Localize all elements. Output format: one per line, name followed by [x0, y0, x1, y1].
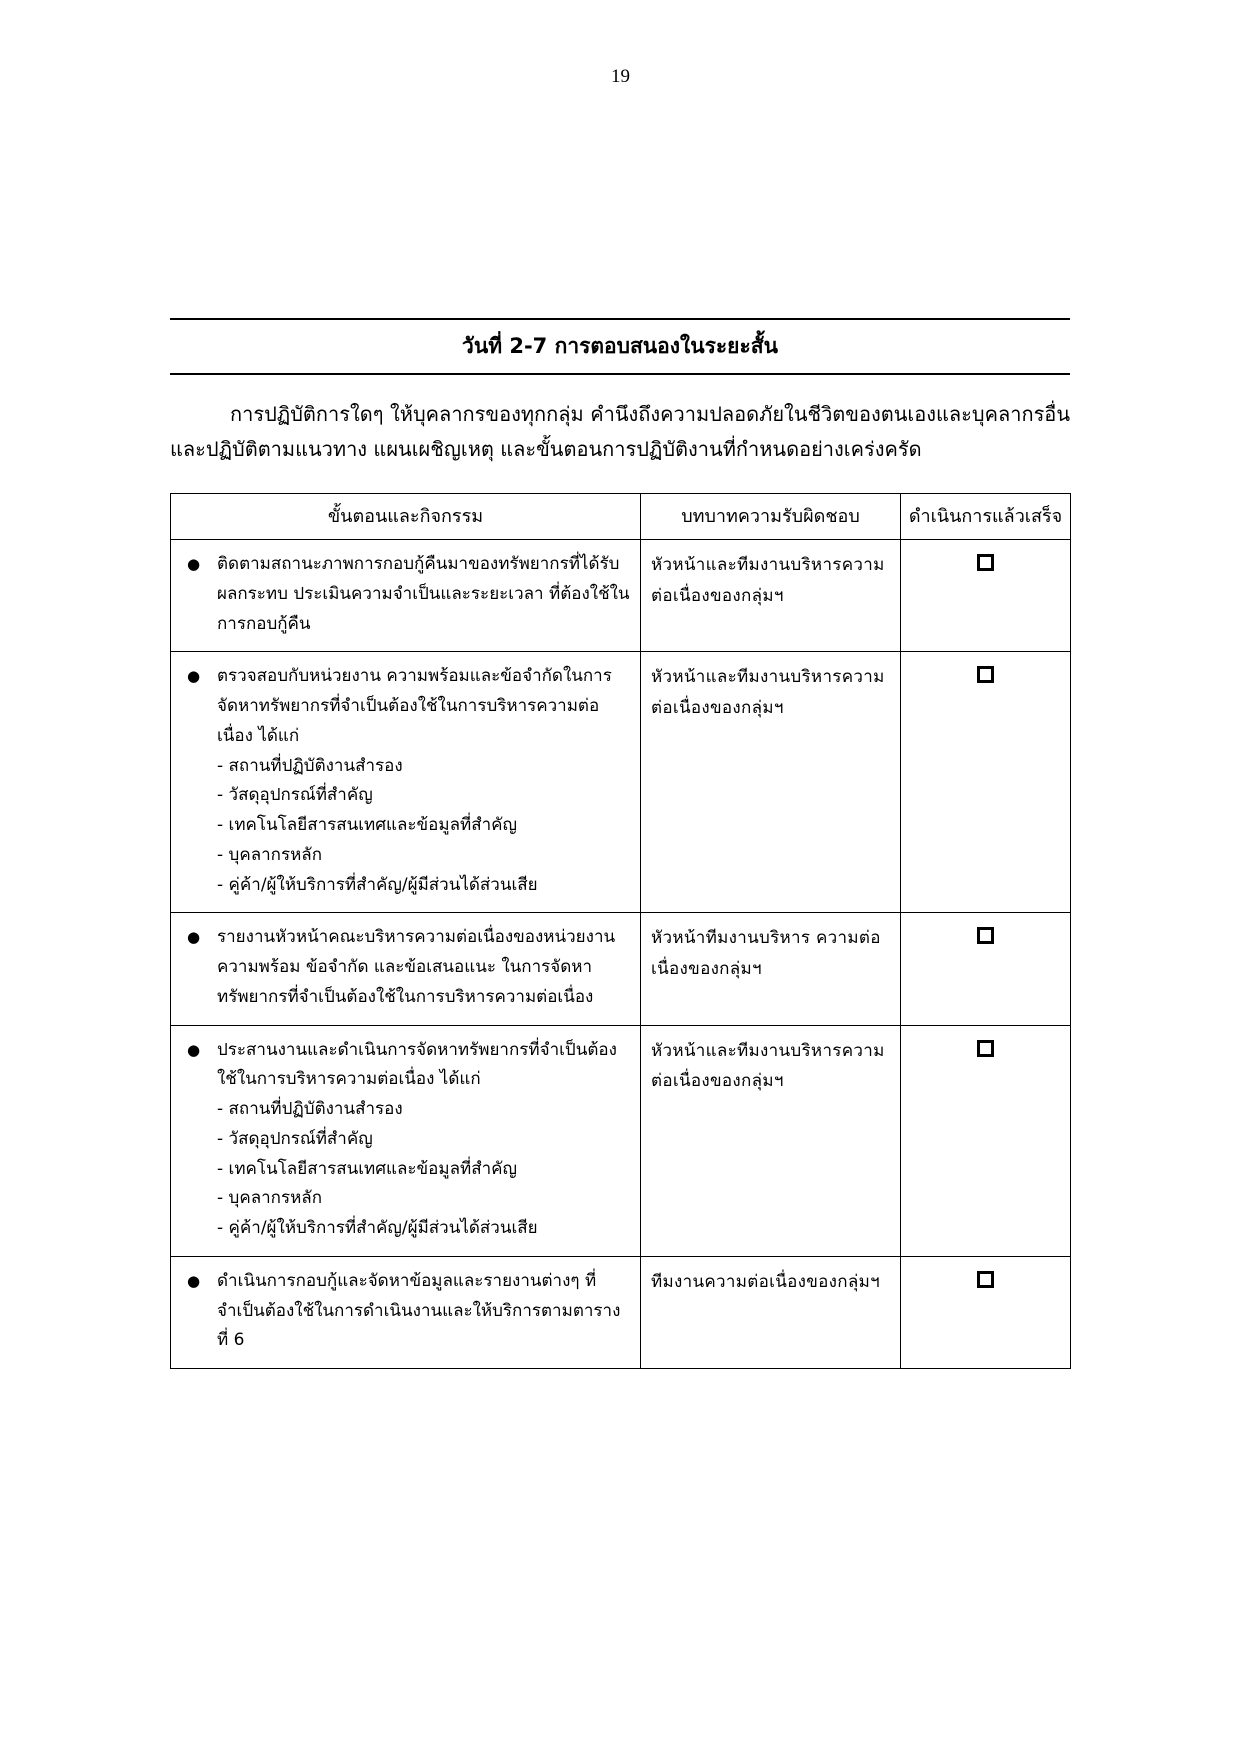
- checkbox-icon[interactable]: [977, 666, 994, 683]
- step-sub-item: - วัสดุอุปกรณ์ที่สำคัญ: [217, 1128, 373, 1149]
- checkbox-icon[interactable]: [977, 1271, 994, 1288]
- table-header-row: [171, 494, 1071, 540]
- bullet-row: [179, 923, 630, 1012]
- column-header-done: ดำเนินการแล้วเสร็จ: [901, 494, 1071, 540]
- step-sub-item: - บุคลากรหลัก: [217, 1188, 323, 1209]
- step-cell: [171, 913, 641, 1025]
- done-cell: [901, 652, 1071, 913]
- step-text: [217, 662, 630, 900]
- step-cell: [171, 1256, 641, 1368]
- checkbox-icon[interactable]: [977, 1040, 994, 1057]
- step-sub-item: - สถานที่ปฏิบัติงานสำรอง: [217, 1099, 403, 1119]
- column-header-role: บทบาทความรับผิดชอบ: [641, 494, 901, 540]
- role-cell: หัวหน้าทีมงานบริหาร ความต่อเนื่องของกลุ่มฯ: [641, 913, 901, 1025]
- step-main-text: ตรวจสอบกับหน่วยงาน ความพร้อมและข้อจำกัดในการจัดหาทรัพยากรที่จำเป็นต้องใช้ในการบริหารความต่อเนื่อง ได้แก่: [217, 666, 612, 746]
- step-sub-item: - วัสดุอุปกรณ์ที่สำคัญ: [217, 785, 373, 806]
- step-sub-item: - สถานที่ปฏิบัติงานสำรอง: [217, 755, 403, 776]
- step-cell: [171, 540, 641, 652]
- step-main-text: ประสานงานและดำเนินการจัดหาทรัพยากรที่จำเป็นต้องใช้ในการบริหารความต่อเนื่อง ได้แก่: [217, 1039, 617, 1090]
- role-cell: ทีมงานความต่อเนื่องของกลุ่มฯ: [641, 1256, 901, 1368]
- role-cell: หัวหน้าและทีมงานบริหารความต่อเนื่องของกลุ่มฯ: [641, 540, 901, 652]
- checklist-table: [170, 493, 1071, 1369]
- checkbox-icon[interactable]: [977, 554, 994, 571]
- step-text: [217, 1036, 630, 1244]
- table-row: [171, 652, 1071, 913]
- step-text: [217, 550, 630, 639]
- done-cell: [901, 540, 1071, 652]
- done-cell: [901, 1025, 1071, 1256]
- step-main-text: รายงานหัวหน้าคณะบริหารความต่อเนื่องของหน่วยงาน ความพร้อม ข้อจำกัด และข้อเสนอแนะ ในการจัดหาทรัพยากรที่จำเป็นต้องใช้ในการบริหารความต่อเนื่อง: [217, 927, 616, 1007]
- step-sub-item: - คู่ค้า/ผู้ให้บริการที่สำคัญ/ผู้มีส่วนได้ส่วนเสีย: [217, 874, 538, 895]
- section-heading: วันที่ 2-7 การตอบสนองในระยะสั้น: [462, 334, 778, 358]
- done-cell: [901, 913, 1071, 1025]
- bullet-row: [179, 550, 630, 639]
- step-main-text: ติดตามสถานะภาพการกอบกู้คืนมาของทรัพยากรที่ได้รับผลกระทบ ประเมินความจำเป็นและระยะเวลา ที่ต้องใช้ในการกอบกู้คืน: [217, 554, 630, 634]
- table-row: [171, 1256, 1071, 1368]
- step-cell: [171, 652, 641, 913]
- page-content: [170, 318, 1070, 1369]
- bullet-icon: ●: [187, 1271, 201, 1290]
- bullet-row: [179, 1267, 630, 1356]
- section-heading-block: [170, 318, 1070, 375]
- bullet-icon: ●: [187, 555, 201, 573]
- step-main-text: ดำเนินการกอบกู้และจัดหาข้อมูลและรายงานต่างๆ ที่จำเป็นต้องใช้ในการดำเนินงานและให้บริการตามตารางที่ 6: [217, 1270, 621, 1351]
- role-cell: หัวหน้าและทีมงานบริหารความต่อเนื่องของกลุ่มฯ: [641, 1025, 901, 1256]
- step-text: [217, 1267, 630, 1356]
- step-cell: [171, 1025, 641, 1256]
- step-sub-item: - เทคโนโลยีสารสนเทศและข้อมูลที่สำคัญ: [217, 1158, 517, 1179]
- table-row: [171, 913, 1071, 1025]
- intro-paragraph: การปฏิบัติการใดๆ ให้บุคลากรของทุกกลุ่ม คำนึงถึงความปลอดภัยในชีวิตของตนเองและบุคลากรอื่น และปฏิบัติตามแนวทาง แผนเผชิญเหตุ และขั้นตอนการปฏิบัติงานที่กำหนดอย่างเคร่งครัด: [170, 402, 1070, 461]
- table-row: [171, 1025, 1071, 1256]
- step-sub-item: - เทคโนโลยีสารสนเทศและข้อมูลที่สำคัญ: [217, 815, 517, 835]
- column-header-step: ขั้นตอนและกิจกรรม: [171, 494, 641, 540]
- bullet-row: [179, 662, 630, 900]
- role-cell: หัวหน้าและทีมงานบริหารความต่อเนื่องของกลุ่มฯ: [641, 652, 901, 913]
- step-sub-item: - บุคลากรหลัก: [217, 844, 323, 865]
- done-cell: [901, 1256, 1071, 1368]
- bullet-row: [179, 1036, 630, 1244]
- step-text: [217, 923, 630, 1012]
- table-body: [171, 540, 1071, 1369]
- step-sub-item: - คู่ค้า/ผู้ให้บริการที่สำคัญ/ผู้มีส่วนได้ส่วนเสีย: [217, 1218, 538, 1238]
- bullet-icon: ●: [187, 928, 201, 947]
- bullet-icon: ●: [187, 667, 201, 686]
- page-number: 19: [611, 66, 630, 87]
- checkbox-icon[interactable]: [977, 927, 994, 944]
- table-row: [171, 540, 1071, 652]
- bullet-icon: ●: [187, 1040, 201, 1059]
